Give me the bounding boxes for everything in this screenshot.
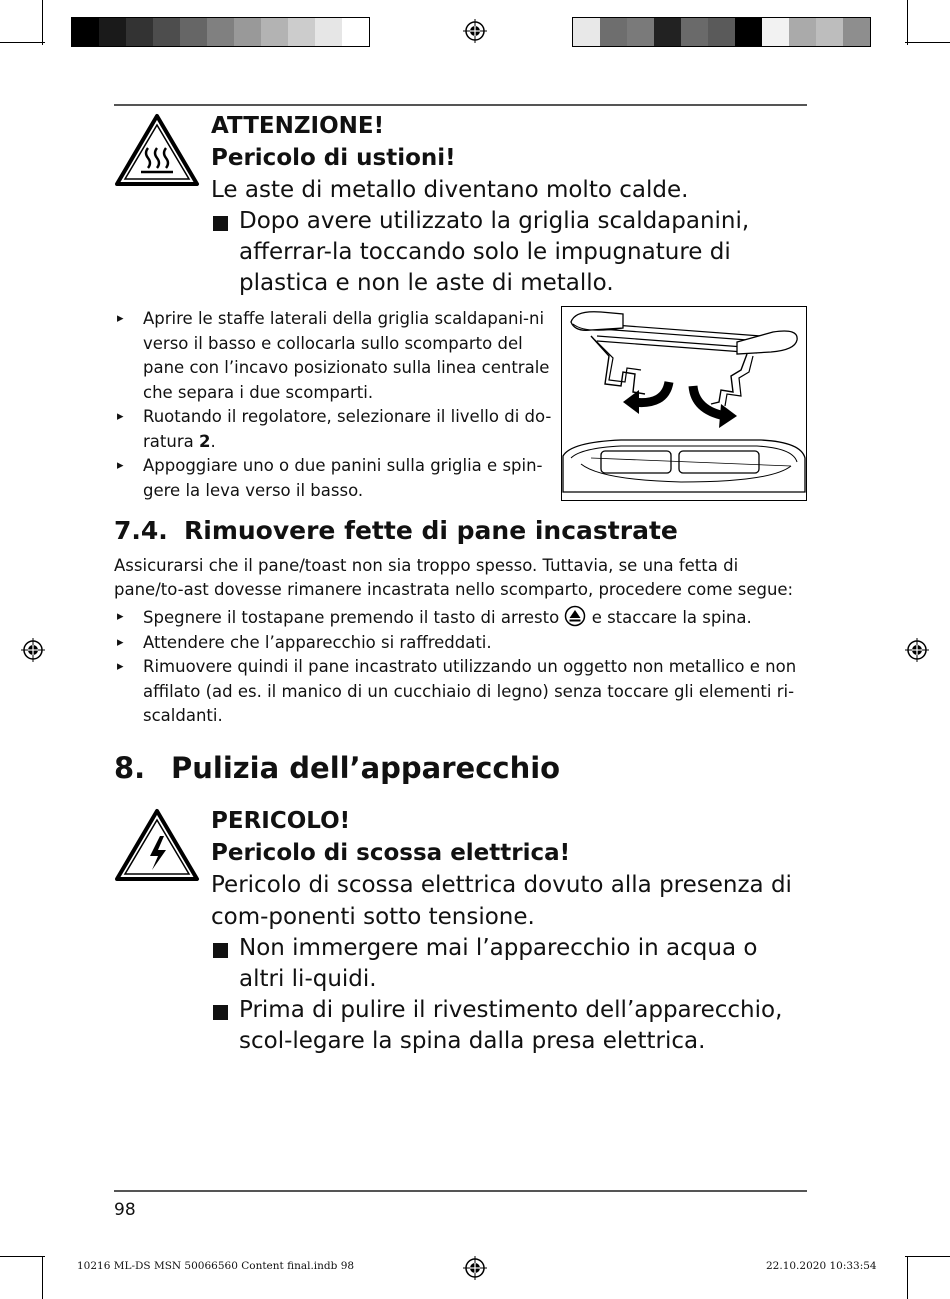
warning-bullet-text: Dopo avere utilizzato la griglia scaldapanini, afferrar-la toccando solo le impugnature di plastica e non le aste di metallo. <box>239 208 750 296</box>
color-swatch <box>843 18 870 46</box>
bun-rack-illustration <box>561 306 807 501</box>
color-swatch <box>762 18 789 46</box>
print-file-info: 10216 ML-DS MSN 50066560 Content final.indb 98 <box>77 1260 355 1272</box>
section-number: 7.4. <box>114 516 168 545</box>
warning-bullet <box>211 933 807 995</box>
warning-bullet-text: Prima di pulire il rivestimento dell’apparecchio, scol-legare la spina dalla presa elettrica. <box>239 997 783 1054</box>
square-bullet-icon <box>213 1005 228 1020</box>
warning-title: PERICOLO! <box>211 808 351 834</box>
warning-subtitle: Pericolo di ustioni! <box>211 145 456 171</box>
color-swatch <box>342 18 369 46</box>
section-title: Rimuovere fette di pane incastrate <box>184 516 678 545</box>
hot-surface-warning-icon <box>114 113 200 187</box>
instruction-steps-top <box>114 307 554 503</box>
step-text: Ruotando il regolatore, selezionare il livello di do-ratura <box>143 407 552 451</box>
triangle-bullet-icon: ▸ <box>117 659 124 674</box>
step-text: e staccare la spina. <box>591 608 752 627</box>
list-item <box>114 307 554 405</box>
square-bullet-icon <box>213 943 228 958</box>
stop-button-icon <box>564 605 586 627</box>
footer-rule <box>114 1190 807 1192</box>
crop-mark <box>907 0 908 45</box>
color-swatch <box>207 18 234 46</box>
registration-mark-icon <box>905 638 929 662</box>
color-swatch <box>153 18 180 46</box>
triangle-bullet-icon: ▸ <box>117 458 124 473</box>
warning-block-electric <box>211 805 811 1057</box>
triangle-bullet-icon: ▸ <box>117 634 124 650</box>
warning-text: Le aste di metallo diventano molto calde. <box>211 177 689 203</box>
color-calibration-bar-right <box>572 17 871 47</box>
color-swatch <box>72 18 99 46</box>
color-swatch <box>600 18 627 46</box>
color-swatch <box>681 18 708 46</box>
warning-text: Pericolo di scossa elettrica dovuto alla presenza di com-ponenti sotto tensione. <box>211 872 792 930</box>
warning-block-burns <box>211 110 811 299</box>
color-swatch <box>288 18 315 46</box>
color-swatch <box>735 18 762 46</box>
electric-shock-warning-icon <box>114 808 200 882</box>
crop-mark <box>42 0 43 45</box>
warning-bullet <box>211 206 809 299</box>
registration-mark-icon <box>21 638 45 662</box>
browning-level: 2 <box>198 431 211 451</box>
warning-bullet-text: Non immergere mai l’apparecchio in acqua o altri li-quidi. <box>239 935 758 992</box>
color-swatch <box>261 18 288 46</box>
list-item <box>114 605 807 631</box>
warning-subtitle: Pericolo di scossa elettrica! <box>211 840 571 866</box>
color-swatch <box>573 18 600 46</box>
warning-bullet <box>211 995 807 1057</box>
square-bullet-icon <box>213 216 228 231</box>
color-swatch <box>126 18 153 46</box>
color-swatch <box>708 18 735 46</box>
color-swatch <box>789 18 816 46</box>
crop-mark <box>0 1256 45 1257</box>
crop-mark <box>0 42 45 43</box>
color-swatch <box>180 18 207 46</box>
header-rule <box>114 104 807 106</box>
crop-mark <box>907 1256 908 1299</box>
list-item <box>114 454 554 503</box>
list-item <box>114 655 807 729</box>
step-text: Spegnere il tostapane premendo il tasto di arresto <box>143 608 560 627</box>
step-text: Aprire le staffe laterali della griglia scaldapani-ni verso il basso e collocarla sullo scomparto del pane con l’incavo posizionato sulla linea centrale che separa i due scomparti. <box>143 309 550 402</box>
list-item: ▸ Ruotando il regolatore, selezionare il livello di do-ratura 2. <box>117 407 552 451</box>
page-number: 98 <box>114 1200 136 1220</box>
instruction-steps-7-4 <box>114 605 807 729</box>
chapter-heading <box>114 751 560 785</box>
color-swatch <box>99 18 126 46</box>
color-swatch <box>654 18 681 46</box>
triangle-bullet-icon: ▸ <box>117 409 124 424</box>
warning-title: ATTENZIONE! <box>211 113 385 139</box>
color-swatch <box>627 18 654 46</box>
print-timestamp: 22.10.2020 10:33:54 <box>766 1260 877 1272</box>
crop-mark <box>905 1256 950 1257</box>
color-swatch <box>234 18 261 46</box>
registration-mark-icon <box>463 1256 487 1280</box>
section-heading <box>114 516 678 545</box>
list-item <box>114 631 807 656</box>
crop-mark <box>905 42 950 43</box>
color-calibration-bar-left <box>71 17 370 47</box>
triangle-bullet-icon: ▸ <box>117 311 124 326</box>
registration-mark-icon <box>463 19 487 43</box>
crop-mark <box>42 1256 43 1299</box>
step-text: Appoggiare uno o due panini sulla griglia e spin-gere la leva verso il basso. <box>143 456 543 500</box>
chapter-number: 8. <box>114 751 146 785</box>
step-text: Attendere che l’apparecchio si raffreddati. <box>143 632 492 652</box>
triangle-bullet-icon: ▸ <box>117 609 124 624</box>
color-swatch <box>315 18 342 46</box>
color-swatch <box>816 18 843 46</box>
chapter-title: Pulizia dell’apparecchio <box>171 751 561 785</box>
step-text: Rimuovere quindi il pane incastrato utilizzando un oggetto non metallico e non affilato (ad es. il manico di un cucchiaio di legno) senza toccare gli elementi ri-scaldanti. <box>143 657 797 725</box>
section-intro: Assicurarsi che il pane/toast non sia troppo spesso. Tuttavia, se una fetta di pane/to-ast dovesse rimanere incastrata nello scomparto, procedere come segue: <box>114 556 794 599</box>
